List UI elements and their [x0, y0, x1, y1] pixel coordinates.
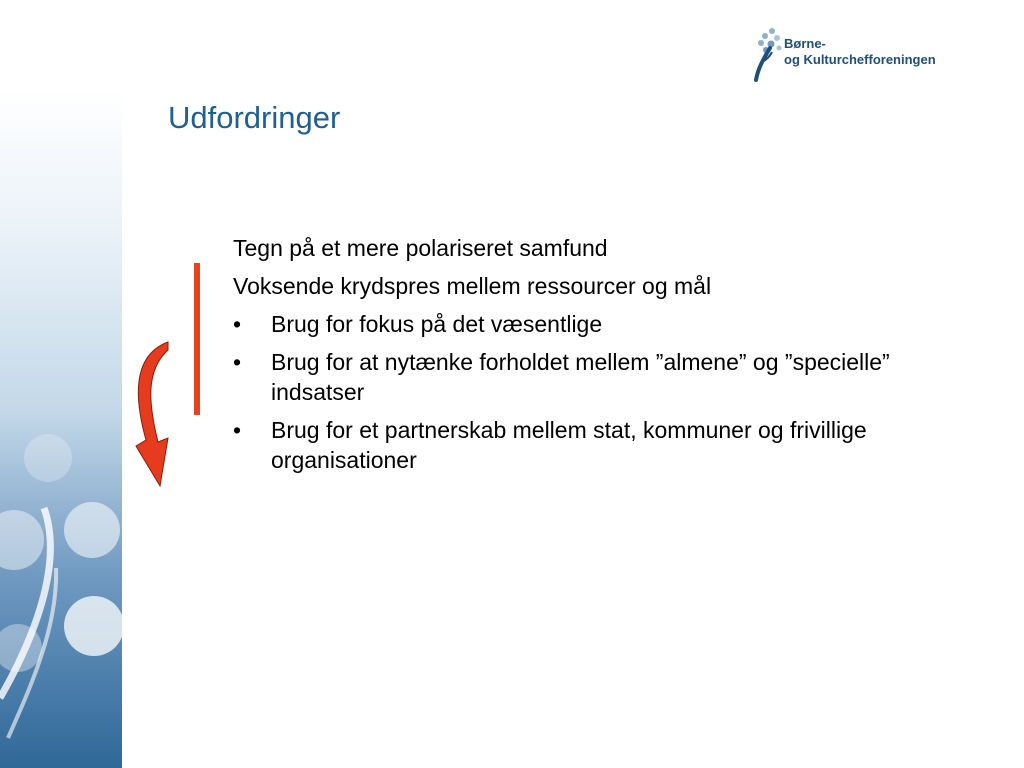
bullet-text-2: Brug for at nytænke forholdet mellem ”almene” og ”specielle” indsatser [271, 349, 890, 405]
bullet-text-1: Brug for fokus på det væsentlige [271, 311, 603, 337]
band-decoration-graphic [0, 88, 122, 768]
dots-figure-logo-icon [750, 26, 784, 82]
bullet-marker: • [233, 311, 242, 337]
body-line-2: Voksende krydspres mellem ressourcer og mål [233, 273, 712, 299]
bullet-list [233, 309, 923, 475]
organization-logo [750, 26, 960, 82]
slide-body [233, 233, 923, 483]
bullet-marker: • [233, 417, 242, 443]
bullet-item-1 [233, 309, 923, 339]
body-line-1: Tegn på et mere polariseret samfund [233, 235, 608, 261]
bullet-item-3 [233, 415, 923, 475]
bullet-item-2 [233, 347, 923, 407]
red-vertical-bar [194, 263, 200, 415]
logo-text [784, 36, 936, 68]
left-decorative-band [0, 88, 122, 768]
curved-arrow-icon [128, 336, 178, 492]
logo-line-1: Børne- [784, 36, 826, 51]
bullet-marker: • [233, 349, 242, 375]
slide-title: Udfordringer [168, 100, 341, 135]
logo-line-2: og Kulturchefforeningen [784, 52, 936, 67]
bullet-text-3: Brug for et partnerskab mellem stat, kommuner og frivillige organisationer [271, 417, 867, 473]
